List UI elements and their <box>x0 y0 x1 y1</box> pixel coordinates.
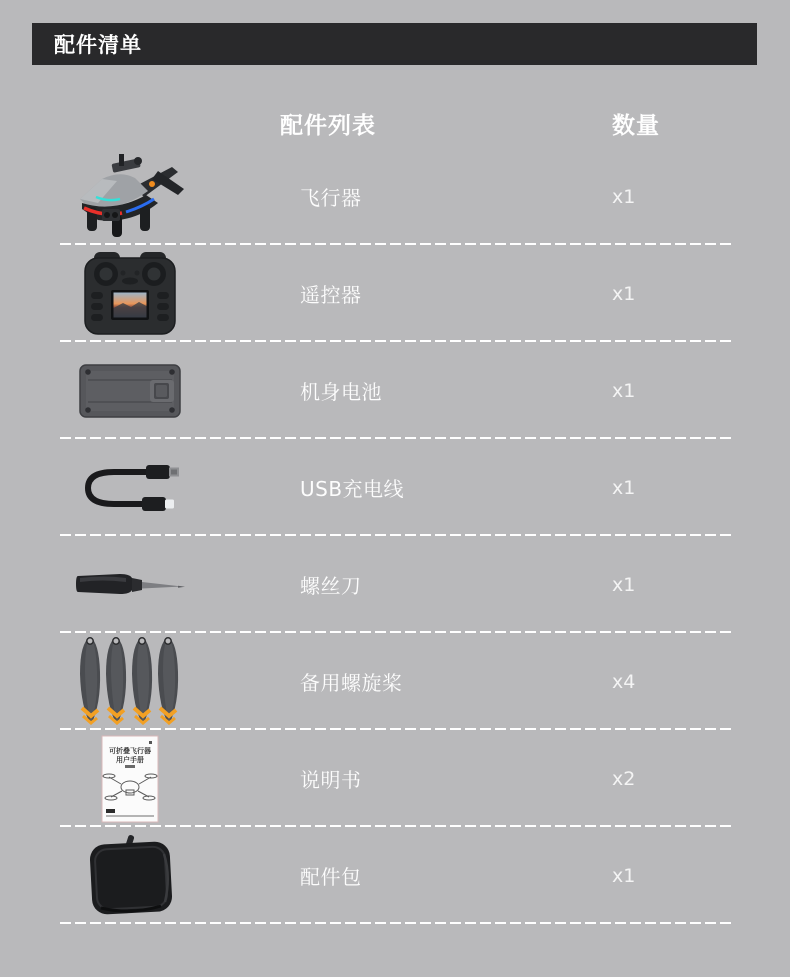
item-qty: x1 <box>612 185 636 208</box>
item-name: 机身电池 <box>300 380 382 404</box>
item-name: 配件包 <box>300 865 362 889</box>
table-row <box>60 536 731 633</box>
table-row <box>60 148 731 245</box>
item-name: 螺丝刀 <box>300 574 362 598</box>
item-name: 遥控器 <box>300 283 362 307</box>
accessories-table <box>60 65 731 924</box>
table-row <box>60 245 731 342</box>
carry-case-image <box>60 832 200 920</box>
table-row <box>60 439 731 536</box>
table-row <box>60 633 731 730</box>
item-qty: x1 <box>612 573 636 596</box>
manual-title-line1: 可折叠飞行器 <box>109 746 151 755</box>
table-row <box>60 730 731 827</box>
table-row <box>60 342 731 439</box>
item-name: 说明书 <box>300 768 362 792</box>
item-qty: x1 <box>612 476 636 499</box>
item-qty: x2 <box>612 767 636 790</box>
item-qty: x1 <box>612 379 636 402</box>
item-qty: x1 <box>612 864 636 887</box>
column-header-qty: 数量 <box>612 113 660 139</box>
item-qty: x4 <box>612 670 636 693</box>
table-row <box>60 827 731 924</box>
manual-title-line2: 用户手册 <box>116 755 144 764</box>
item-name: 飞行器 <box>300 186 362 210</box>
screwdriver-image <box>60 568 200 602</box>
usb-cable-image <box>60 460 200 516</box>
page-title: 配件清单 <box>54 33 142 57</box>
column-header-list: 配件列表 <box>280 113 376 139</box>
remote-controller-image <box>60 250 200 338</box>
item-name: USB充电线 <box>300 477 405 501</box>
item-name: 备用螺旋桨 <box>300 671 403 695</box>
item-qty: x1 <box>612 282 636 305</box>
manual-image <box>60 735 200 823</box>
header-bar <box>32 23 757 65</box>
propellers-image <box>60 634 200 729</box>
table-header-row <box>60 65 731 148</box>
battery-image <box>60 362 200 420</box>
drone-image <box>60 151 200 243</box>
